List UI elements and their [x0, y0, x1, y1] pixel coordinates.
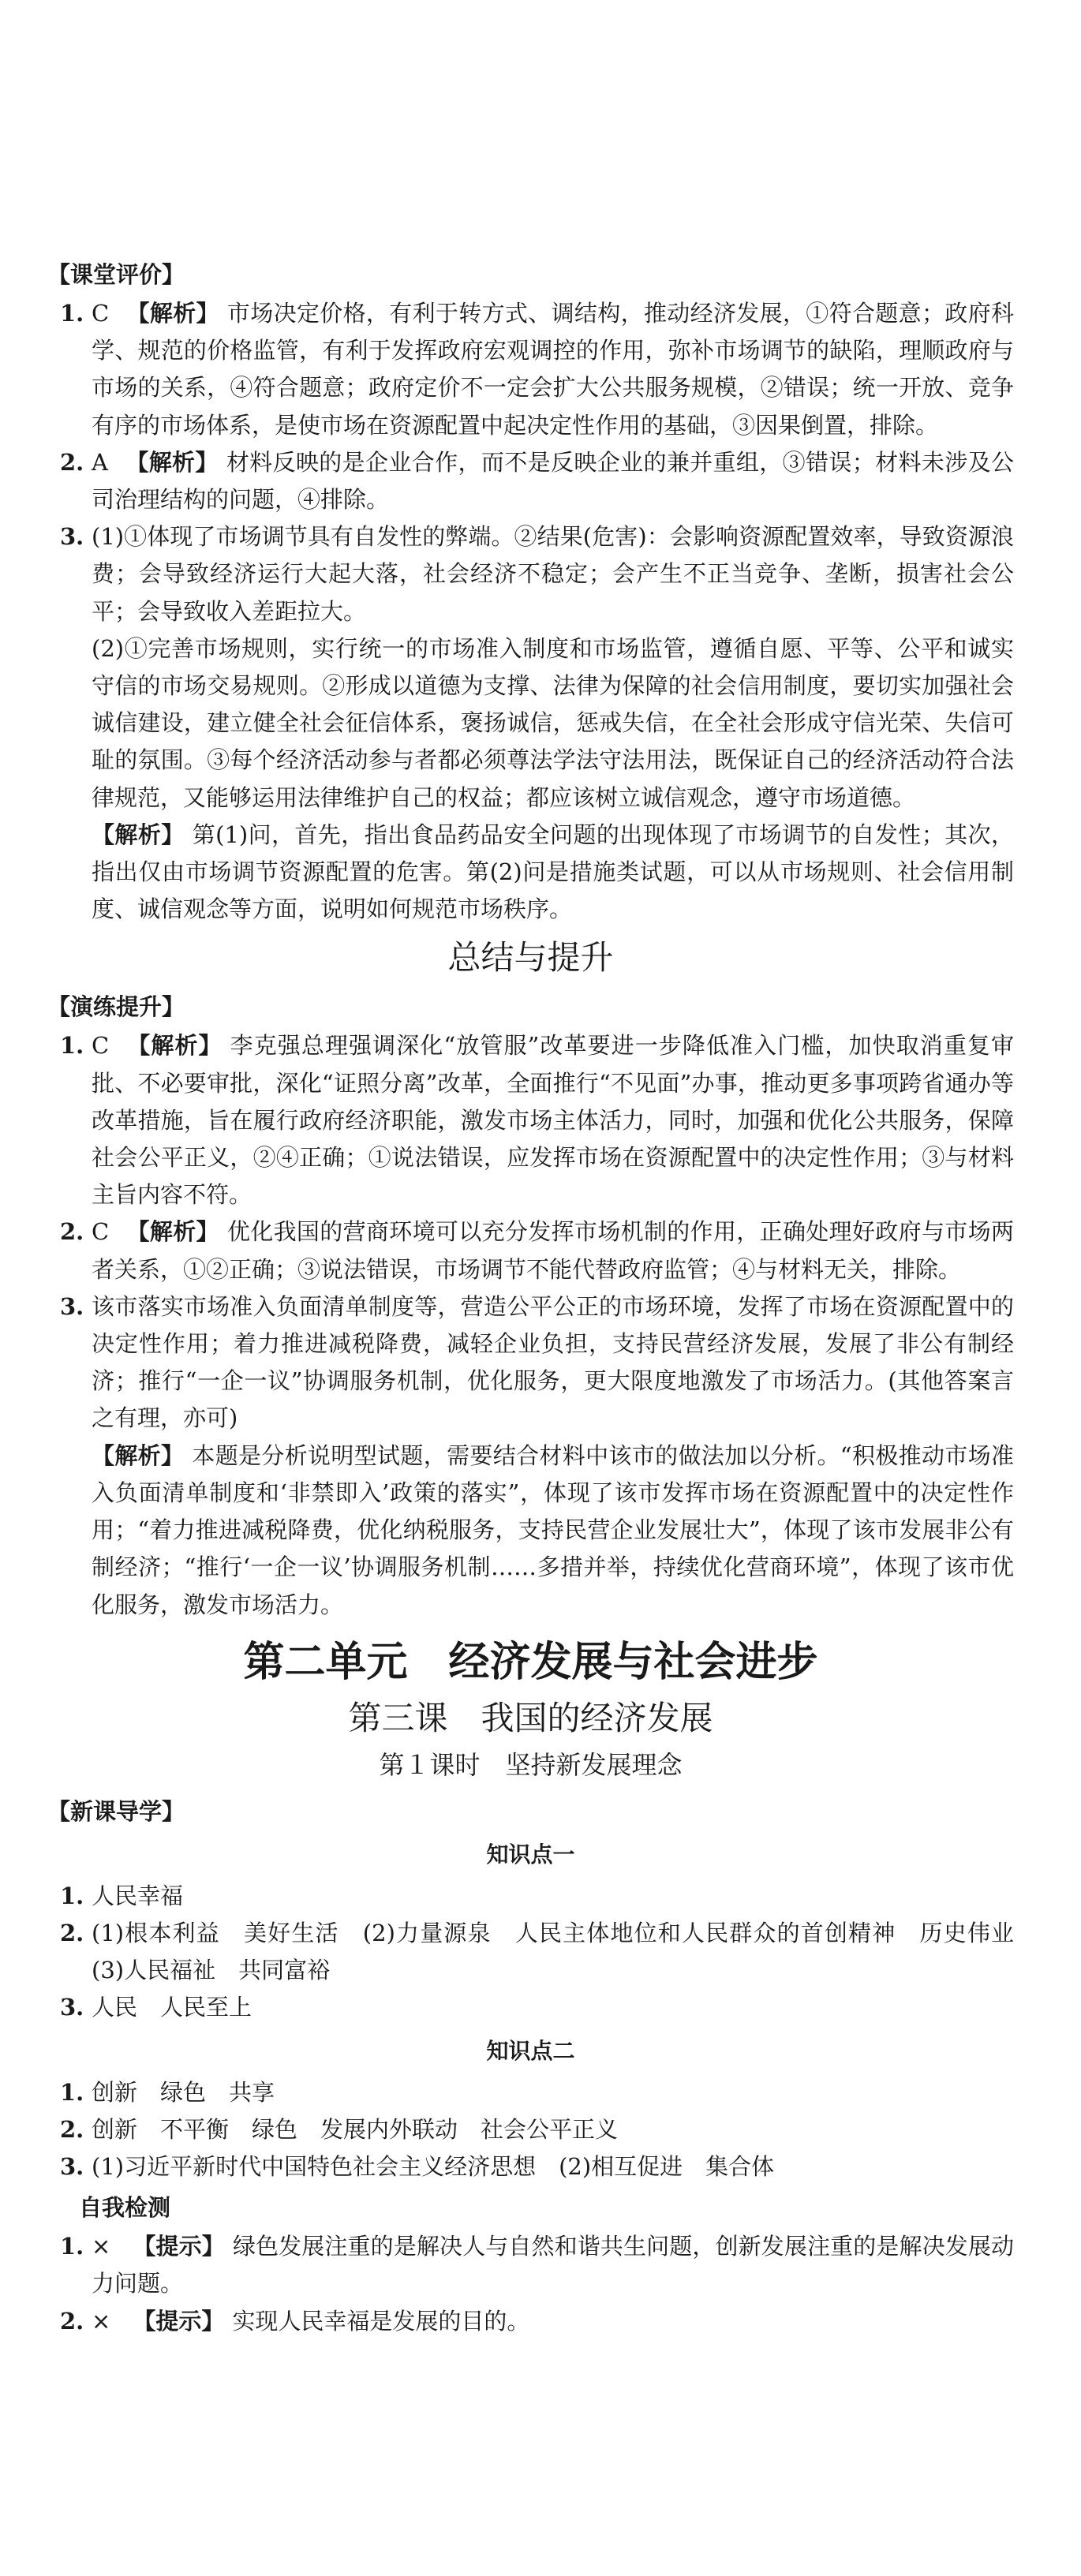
- kp2-item-3-num: 3.: [60, 2152, 84, 2180]
- eval-q1-tag: 【解析】: [126, 300, 219, 327]
- self-check-title: 自我检测: [79, 2194, 171, 2222]
- kp2-item-2-num: 2.: [60, 2115, 84, 2143]
- practice-q1-tag: 【解析】: [126, 1032, 223, 1060]
- eval-q3-analysis-text: 第(1)问，首先，指出食品药品安全问题的出现体现了市场调节的自发性；其次，指出仅由市场调节资源配置的危害。第(2)问是措施类试题，可以从市场规则、社会信用制度、诚信观念等方面，说明如何规范市场秩序。: [92, 821, 1014, 923]
- practice-q3-num: 3.: [60, 1292, 84, 1320]
- kp2-title: 知识点二: [486, 2037, 575, 2064]
- unit-title: 第二单元 经济发展与社会进步: [243, 1638, 818, 1686]
- self-check-item-1-num: 1.: [60, 2233, 84, 2260]
- kp1-item-1-num: 1.: [60, 1882, 84, 1909]
- kp2-item-2: [47, 2111, 1014, 2148]
- kp1-item-3-text: 人民 人民至上: [92, 1994, 252, 2021]
- self-check-item-1-tag: 【提示】: [133, 2233, 225, 2260]
- practice-q2-text: 优化我国的营商环境可以充分发挥市场机制的作用，正确处理好政府与市场两者关系，①②正确；③说法错误，市场调节不能代替政府监管；④与材料无关，排除。: [92, 1218, 1014, 1283]
- kp2-item-1-num: 1.: [60, 2078, 84, 2106]
- eval-q1-answer: C: [92, 300, 110, 327]
- kp2-item-3: [47, 2148, 1014, 2185]
- self-check-item-2-num: 2.: [60, 2307, 84, 2335]
- eval-q2-num: 2.: [60, 448, 84, 476]
- practice-q1-text: 李克强总理强调深化“放管服”改革要进一步降低准入门槛，加快取消重复审批、不必要审批，深化“证照分离”改革，全面推行“不见面”办事，推动更多事项跨省通办等改革措施，旨在履行政府经济职能，激发市场主体活力，同时，加强和优化公共服务，保障社会公平正义，②④正确；①说法错误，应发挥市场在资源配置中的决定性作用；③与材料主旨内容不符。: [92, 1032, 1014, 1209]
- practice-q3-analysis: [47, 1438, 1014, 1624]
- practice-q3-tag: 【解析】: [92, 1441, 185, 1469]
- eval-q3-tag: 【解析】: [92, 821, 185, 848]
- practice-q2: [47, 1213, 1014, 1288]
- answer-page: [47, 252, 1038, 2340]
- practice-q1-num: 1.: [60, 1032, 84, 1060]
- practice-q3: [47, 1288, 1014, 1438]
- eval-q1-text: 市场决定价格，有利于转方式、调结构，推动经济发展，①符合题意；政府科学、规范的价格监管，有利于发挥政府宏观调控的作用，弥补市场调节的缺陷，理顺政府与市场的关系，④符合题意；政府定价不一定会扩大公共服务规模，②错误；统一开放、竞争有序的市场体系，是使市场在资源配置中起决定性作用的基础，③因果倒置，排除。: [92, 300, 1014, 439]
- lesson-title: 第三课 我国的经济发展: [348, 1698, 713, 1737]
- kp2-item-1-text: 创新 绿色 共享: [92, 2078, 275, 2106]
- eval-q3: [47, 518, 1014, 630]
- new-lesson-title: 【新课导学】: [47, 1797, 185, 1825]
- cross-mark-icon: ×: [92, 2307, 111, 2335]
- classroom-eval-title: 【课堂评价】: [47, 261, 185, 288]
- kp1-item-3: [47, 1989, 1014, 2026]
- kp2-item-3-text: (1)习近平新时代中国特色社会主义经济思想 (2)相互促进 集合体: [92, 2152, 775, 2180]
- kp1-item-2-text: (1)根本利益 美好生活 (2)力量源泉 人民主体地位和人民群众的首创精神 历史伟业 (3)人民福祉 共同富裕: [92, 1919, 1038, 1984]
- practice-q1: [47, 1027, 1014, 1213]
- self-check-item-2-tag: 【提示】: [133, 2307, 225, 2335]
- self-check-item-2-text: 实现人民幸福是发展的目的。: [232, 2307, 530, 2335]
- eval-q3-part2: (2)①完善市场规则，实行统一的市场准入制度和市场监管，遵循自愿、平等、公平和诚实守信的市场交易规则。②形成以道德为支撑、法律为保障的社会信用制度，要切实加强社会诚信建设，建立健全社会征信体系，褒扬诚信，惩戒失信，在全社会形成守信光荣、失信可耻的氛围。③每个经济活动参与者都必须尊法学法守法用法，既保证自己的经济活动符合法律规范，又能够运用法律维护自己的权益；都应该树立诚信观念，遵守市场道德。: [92, 634, 1014, 811]
- practice-q3-text: 该市落实市场准入负面清单制度等，营造公平公正的市场环境，发挥了市场在资源配置中的决定性作用；着力推进减税降费，减轻企业负担，支持民营经济发展，发展了非公有制经济；推行“一企一议”协调服务机制，优化服务，更大限度地激发了市场活力。(其他答案言之有理，亦可): [92, 1292, 1014, 1432]
- eval-q2-tag: 【解析】: [125, 448, 219, 476]
- practice-title: 【演练提升】: [47, 993, 185, 1021]
- summary-title: 总结与提升: [447, 938, 614, 978]
- kp2-item-2-text: 创新 不平衡 绿色 发展内外联动 社会公平正义: [92, 2115, 619, 2143]
- eval-q2: [47, 444, 1014, 518]
- kp1-item-3-num: 3.: [60, 1994, 84, 2021]
- kp1-item-2-num: 2.: [60, 1919, 84, 1946]
- self-check-item-2: [47, 2303, 1014, 2340]
- eval-q3-part1: (1)①体现了市场调节具有自发性的弊端。②结果(危害)：会影响资源配置效率，导致资源浪费；会导致经济运行大起大落，社会经济不稳定；会产生不正当竞争、垄断，损害社会公平；会导致收入差距拉大。: [92, 523, 1014, 625]
- eval-q2-answer: A: [92, 448, 108, 476]
- eval-q2-text: 材料反映的是企业合作，而不是反映企业的兼并重组，③错误；材料未涉及公司治理结构的问题，④排除。: [92, 448, 1014, 514]
- kp1-item-1: [47, 1878, 1014, 1915]
- practice-q2-num: 2.: [60, 1218, 84, 1246]
- kp2-item-1: [47, 2074, 1014, 2111]
- self-check-item-1: [47, 2228, 1014, 2302]
- kp1-title: 知识点一: [486, 1841, 575, 1868]
- practice-q2-tag: 【解析】: [126, 1218, 219, 1246]
- kp1-item-1-text: 人民幸福: [92, 1882, 184, 1909]
- practice-q2-answer: C: [92, 1218, 110, 1246]
- period-title: 第１课时 坚持新发展理念: [379, 1749, 683, 1780]
- eval-q3-analysis: [47, 817, 1014, 929]
- eval-q3-num: 3.: [60, 523, 84, 551]
- eval-q1: [47, 295, 1014, 444]
- eval-q1-num: 1.: [60, 300, 84, 327]
- self-check-item-1-text: 绿色发展注重的是解决人与自然和谐共生问题，创新发展注重的是解决发展动力问题。: [92, 2233, 1014, 2297]
- practice-q3-analysis-text: 本题是分析说明型试题，需要结合材料中该市的做法加以分析。“积极推动市场准入负面清单制度和‘非禁即入’政策的落实”，体现了该市发挥市场在资源配置中的决定性作用；“着力推进减税降费，优化纳税服务，支持民营企业发展壮大”，体现了该市发展非公有制经济；“推行‘一企一议’协调服务机制……多措并举，持续优化营商环境”，体现了该市优化服务，激发市场活力。: [92, 1441, 1014, 1618]
- cross-mark-icon: ×: [92, 2233, 111, 2260]
- kp1-item-2: [47, 1915, 1038, 1989]
- practice-q1-answer: C: [92, 1032, 110, 1060]
